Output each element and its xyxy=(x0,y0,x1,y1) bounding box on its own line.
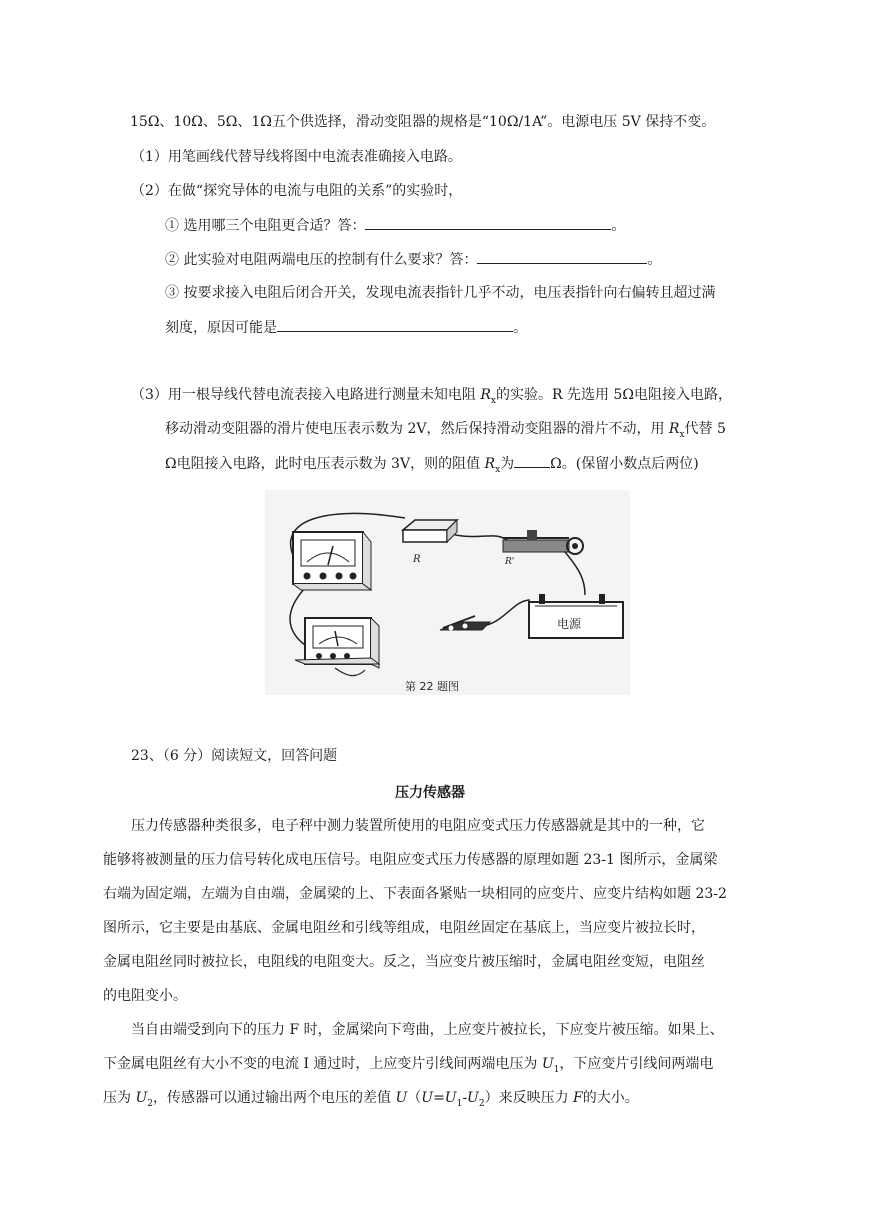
q22-part3-line3 xyxy=(165,453,699,480)
circuit-figure xyxy=(265,490,630,695)
q22-part2: （2）在做“探究导体的电流与电阻的关系”的实验时， xyxy=(131,183,463,199)
q23-text: 下金属电阻丝有大小不变的电流 I 通过时，上应变片引线间两端电压为 xyxy=(103,1056,542,1072)
answer-blank-c[interactable] xyxy=(277,317,513,332)
q22-part3-text: 移动滑动变阻器的滑片使电压表示数为 2V，然后保持滑动变阻器的滑片不动，用 xyxy=(165,421,669,437)
q23-para2-line3 xyxy=(103,1088,639,1114)
q23-para2-line1: 当自由端受到向下的压力 F 时，金属梁向下弯曲，上应变片被拉长，下应变片被压缩。如果上、 xyxy=(131,1022,724,1038)
punct: 。 xyxy=(513,320,527,336)
q23-text: （ xyxy=(407,1090,422,1106)
formula: U=U xyxy=(421,1090,457,1106)
q22-part3-text: 代替 5 xyxy=(684,421,726,437)
q22-part2-a-text: ① 选用哪三个电阻更合适？答： xyxy=(165,218,366,234)
q22-part3-text: （3）用一根导线代替电流表接入电路进行测量未知电阻 xyxy=(131,387,481,403)
answer-blank-b[interactable] xyxy=(477,249,647,264)
q23-text: ，下应变片引线间两端电 xyxy=(559,1056,714,1072)
var-r: R xyxy=(480,387,491,403)
ammeter-icon xyxy=(295,618,379,668)
figure-caption: 第 22 题图 xyxy=(405,680,459,693)
q23-text: ）来反映压力 xyxy=(484,1090,574,1106)
q23-para1-line4: 图所示，它主要是由基底、金属电阻丝和引线等组成，电阻丝固定在基底上，当应变片被拉长时， xyxy=(103,920,705,936)
var-sub: 1 xyxy=(456,1098,463,1109)
q22-part3-line1 xyxy=(131,385,732,411)
var-r: R xyxy=(668,421,680,437)
punct: 。 xyxy=(647,252,662,268)
q22-part2-c-text: 刻度，原因可能是 xyxy=(165,320,277,336)
q23-text: 的大小。 xyxy=(582,1090,639,1106)
q22-part2-b-text: ② 此实验对电阻两端电压的控制有什么要求？答： xyxy=(165,252,478,268)
var-sub: 1 xyxy=(553,1064,560,1075)
punct: 。 xyxy=(611,218,626,234)
var-u: U xyxy=(541,1056,554,1072)
var-u: U xyxy=(135,1090,148,1106)
q22-part1: （1）用笔画线代替导线将图中电流表准确接入电路。 xyxy=(131,149,462,165)
var-u: U xyxy=(395,1090,408,1106)
var-f: F xyxy=(573,1090,583,1106)
voltmeter-icon xyxy=(293,532,371,590)
q22-part3-text: Ω电阻接入电路，此时电压表示数为 3V，则的阻值 xyxy=(165,456,485,472)
formula: -U xyxy=(462,1090,479,1106)
q23-para2-line2 xyxy=(103,1054,713,1080)
var-sub: x xyxy=(490,395,496,406)
battery-label: 电源 xyxy=(557,617,582,631)
q23-title: 压力传感器 xyxy=(395,785,465,801)
q23-para1-line3: 右端为固定端，左端为自由端，金属梁的上、下表面各紧贴一块相同的应变片、应变片结构如题 23-2 xyxy=(103,886,727,902)
var-sub: x xyxy=(495,464,501,475)
q22-part2-c-line1: ③ 按要求接入电阻后闭合开关，发现电流表指针几乎不动，电压表指针向右偏转且超过满 xyxy=(165,285,716,301)
q23-para1-line2: 能够将被测量的压力信号转化成电压信号。电阻应变式压力传感器的原理如题 23-1 图所示，金属梁 xyxy=(103,852,718,868)
q22-part2-b xyxy=(165,249,661,270)
q23-para1-line5: 金属电阻丝同时被拉长，电阻线的电阻变大。反之，当应变片被压缩时，金属电阻丝变短，电阻丝 xyxy=(103,954,705,970)
circuit-drawing xyxy=(265,490,630,695)
answer-blank-d[interactable] xyxy=(514,453,550,468)
q23-text: 压为 xyxy=(103,1090,136,1106)
q22-text-line1: 15Ω、10Ω、5Ω、1Ω五个供选择，滑动变阻器的规格是“10Ω/1A”。电源电压 5V 保持不变。 xyxy=(130,114,716,130)
q22-part3-line2 xyxy=(165,419,726,445)
q23-para1-line1: 压力传感器种类很多，电子秤中测力装置所使用的电阻应变式压力传感器就是其中的一种，它 xyxy=(131,818,705,834)
var-sub: 2 xyxy=(147,1098,153,1109)
var-r: R xyxy=(484,456,496,472)
q23-header: 23、（6 分）阅读短文，回答问题 xyxy=(131,748,338,764)
resistor-icon xyxy=(403,520,457,542)
var-sub: 2 xyxy=(478,1098,485,1109)
q23-para1-line6: 的电阻变小。 xyxy=(103,988,187,1004)
label-rheostat: R' xyxy=(505,557,515,567)
q22-part2-c-line2 xyxy=(165,317,527,338)
q22-part3-text: Ω。(保留小数点后两位) xyxy=(550,456,699,472)
var-sub: x xyxy=(679,429,685,440)
q22-part3-text: 的实验。R 先选用 5Ω电阻接入电路， xyxy=(495,387,732,403)
q22-part3-text: 为 xyxy=(500,456,515,472)
label-r: R xyxy=(413,554,421,565)
answer-blank-a[interactable] xyxy=(365,215,611,230)
q23-text: ，传感器可以通过输出两个电压的差值 xyxy=(153,1090,396,1106)
q22-part2-a xyxy=(165,215,625,236)
